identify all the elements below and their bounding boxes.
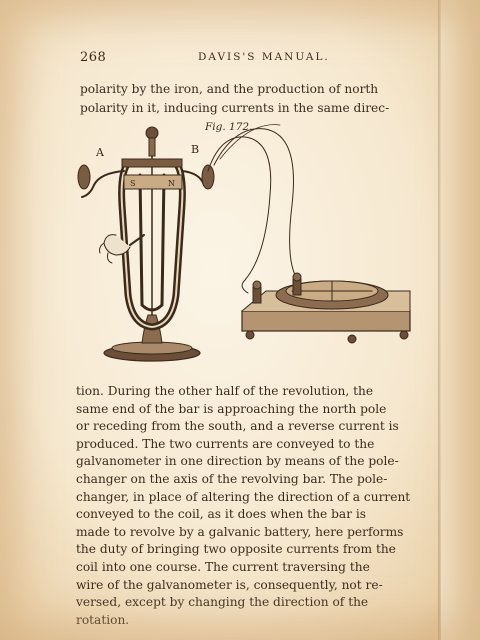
text-line: or receding from the south, and a reverse current is: [76, 419, 399, 434]
text-line: wire of the galvanometer is, consequently, not re-: [76, 577, 383, 592]
svg-text:S: S: [130, 179, 136, 188]
text-line: polarity by the iron, and the production of north: [80, 82, 379, 96]
text-line: conveyed to the coil, as it does when the bar is: [76, 507, 367, 522]
figure-label-b: B: [191, 143, 200, 156]
text-line: changer, in place of altering the direction of a current: [76, 489, 411, 504]
text-line: polarity in it, inducing currents in the same direc-: [80, 101, 390, 115]
text-line: changer on the axis of the revolving bar. The pole-: [76, 471, 388, 486]
text-line: galvanometer in one direction by means of the pole-: [76, 454, 399, 469]
top-paragraph: [80, 80, 410, 118]
engraving: [78, 125, 410, 361]
text-line: coil into one course. The current traversing the: [76, 559, 370, 574]
text-line: same end of the bar is approaching the north pole: [76, 401, 387, 416]
facing-page-edge: [441, 0, 480, 640]
page-header: [80, 50, 420, 68]
page-gutter-shadow: [438, 0, 441, 640]
page-number: 268: [80, 50, 107, 65]
text-line: rotation.: [76, 612, 130, 627]
running-head: DAVIS'S MANUAL.: [198, 51, 330, 63]
figure-label-a: A: [96, 146, 104, 159]
magneto-apparatus-illustration: [70, 115, 420, 375]
text-line: the duty of bringing two opposite currents from the: [76, 542, 396, 557]
figure-caption: Fig. 172.: [205, 121, 253, 133]
svg-text:N: N: [168, 179, 175, 188]
text-line: made to revolve by a galvanic battery, here performs: [76, 524, 404, 539]
text-line: versed, except by changing the direction of the: [76, 595, 369, 610]
text-line: tion. During the other half of the revolution, the: [76, 384, 374, 398]
text-line: produced. The two currents are conveyed to the: [76, 436, 375, 451]
body-paragraph: [76, 383, 420, 629]
